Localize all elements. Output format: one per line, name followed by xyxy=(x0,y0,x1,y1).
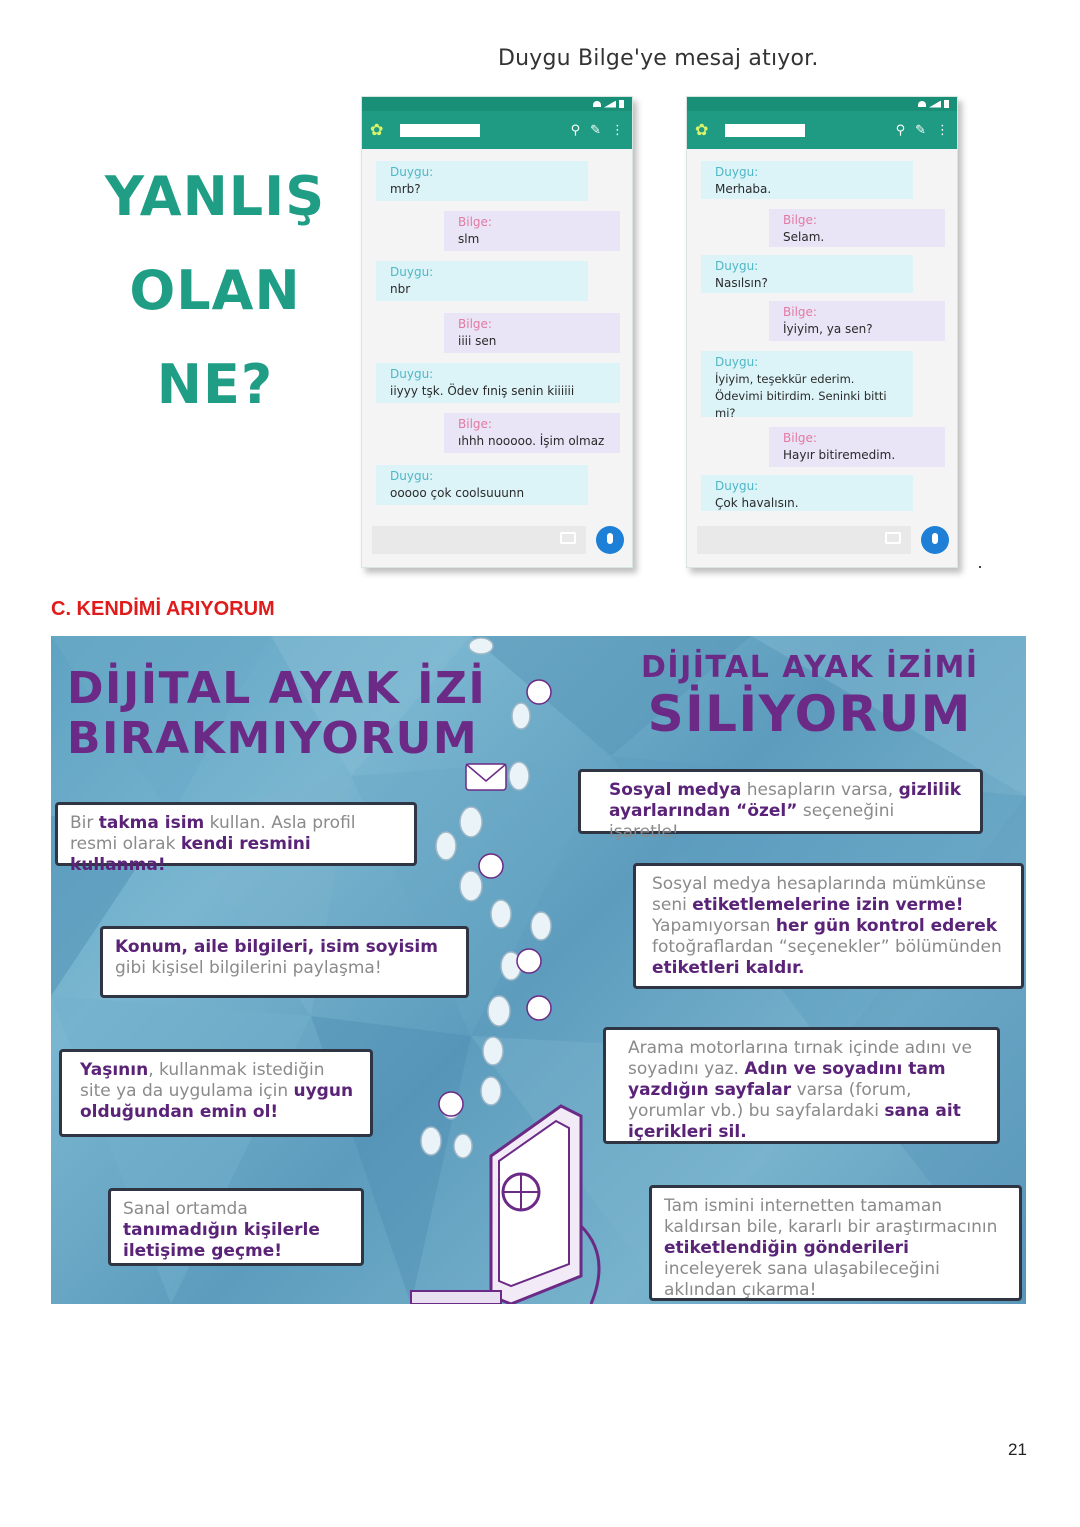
message-text: İyiyim, ya sen? xyxy=(783,322,873,336)
message-bubble xyxy=(701,351,913,420)
right-title-line-1: DİJİTAL AYAK İZİMİ xyxy=(641,650,979,685)
message-sender: Bilge: xyxy=(458,215,492,229)
left-title-line-2: BIRAKMIYORUM xyxy=(67,713,479,764)
microphone-button[interactable] xyxy=(921,526,949,554)
battery-icon xyxy=(619,100,624,108)
message-bubble xyxy=(376,465,588,505)
tip-highlight: Konum, aile bilgileri, isim soyisim xyxy=(115,937,438,957)
chat-thread xyxy=(362,149,632,507)
message-bubble xyxy=(444,211,620,251)
message-sender: Bilge: xyxy=(458,417,492,431)
search-icon[interactable]: ⚲ xyxy=(570,122,581,138)
tip-card-strangers xyxy=(108,1188,364,1266)
message-bubble xyxy=(376,363,620,403)
tip-text: Tam ismini internetten tamaman kaldırsan bile, kararlı bir araştırmacının xyxy=(664,1196,998,1237)
tip-card-search-engines xyxy=(603,1027,1000,1144)
tip-highlight: sana ait içerikleri sil. xyxy=(628,1101,961,1142)
tip-text: , kullanmak istediğin site ya da uygulama için xyxy=(80,1060,325,1101)
message-text: Nasılsın? xyxy=(715,276,768,290)
wrong-question-heading xyxy=(100,150,330,432)
message-text: ooooo çok coolsuuunn xyxy=(390,486,525,500)
message-text: Selam. xyxy=(783,230,825,244)
envelope-icon xyxy=(466,764,506,790)
message-text: iiii sen xyxy=(458,334,497,348)
tip-highlight: takma isim xyxy=(98,813,205,833)
tip-text: Arama motorlarına tırnak içinde adını ve soyadını yaz. xyxy=(628,1038,972,1079)
message-input[interactable] xyxy=(372,526,586,554)
digital-footprint-poster xyxy=(51,636,1026,1304)
more-options-icon[interactable]: ⋮ xyxy=(936,122,949,138)
status-bar xyxy=(362,97,632,111)
message-text: ıhhh nooooo. İşim olmaz xyxy=(458,434,605,448)
contact-name-placeholder xyxy=(400,124,480,137)
message-bubble xyxy=(444,313,620,353)
wifi-icon xyxy=(593,101,601,107)
tip-text: hesapların varsa, xyxy=(741,780,899,800)
left-poster-title xyxy=(67,664,486,764)
chat-app-bar xyxy=(362,111,632,149)
tip-card-tagged-posts xyxy=(649,1185,1022,1301)
message-bubble xyxy=(376,161,588,201)
phone-call-icon xyxy=(439,1092,463,1116)
tip-text: seçeneğini işaretle! xyxy=(609,801,895,842)
message-sender: Bilge: xyxy=(783,213,817,227)
message-text: İyiyim, teşekkür ederim. Ödevimi bitirdim. Seninki bitti mi? xyxy=(715,372,887,420)
tip-text: Bir xyxy=(70,813,99,833)
message-text: Merhaba. xyxy=(715,182,772,196)
tip-highlight: gizlilik ayarlarından “özel” xyxy=(609,780,962,821)
message-text: slm xyxy=(458,232,480,246)
chat-caption: Duygu Bilge'ye mesaj atıyor. xyxy=(498,46,819,71)
tip-highlight: tanımadığın kişilerle iletişime geçme! xyxy=(123,1220,320,1261)
tip-highlight: Sosyal medya xyxy=(609,780,742,800)
tip-highlight: uygun olduğundan emin ol! xyxy=(80,1081,354,1122)
microphone-button[interactable] xyxy=(596,526,624,554)
camera-icon[interactable] xyxy=(560,532,576,544)
battery-icon xyxy=(944,100,949,108)
more-options-icon[interactable]: ⋮ xyxy=(611,122,624,138)
tip-card-personal-info xyxy=(100,926,469,998)
tip-text: gibi kişisel bilgilerini paylaşma! xyxy=(115,958,382,978)
message-bubble xyxy=(701,161,913,199)
tip-highlight: her gün kontrol ederek xyxy=(775,916,998,936)
status-bar xyxy=(687,97,957,111)
tip-card-age xyxy=(59,1049,373,1137)
people-icon xyxy=(517,949,541,973)
message-sender: Duygu: xyxy=(715,355,759,369)
search-icon[interactable]: ⚲ xyxy=(895,122,906,138)
signal-icon xyxy=(929,101,941,108)
message-text: mrb? xyxy=(390,182,421,196)
attach-icon[interactable]: ✎ xyxy=(590,122,601,138)
tip-text: Yapamıyorsan xyxy=(652,916,776,936)
message-text: Hayır bitiremedim. xyxy=(783,448,896,462)
signal-icon xyxy=(604,101,616,108)
right-title-line-2: SİLİYORUM xyxy=(647,685,972,743)
heading-line-3: NE? xyxy=(156,353,274,416)
page-number: 21 xyxy=(1008,1440,1027,1459)
wifi-icon xyxy=(918,101,926,107)
message-sender: Duygu: xyxy=(390,469,434,483)
message-text: Çok havalısın. xyxy=(715,496,799,510)
message-bubble xyxy=(376,261,588,301)
message-sender: Bilge: xyxy=(783,431,817,445)
tip-card-privacy-settings xyxy=(578,769,983,842)
rss-icon xyxy=(479,854,503,878)
chat-app-bar xyxy=(687,111,957,149)
music-note-icon xyxy=(527,996,551,1020)
message-text: iiyyy tşk. Ödev fıniş senin kiiiiii xyxy=(390,384,575,398)
message-bubble xyxy=(769,427,945,467)
chat-bubble-icon xyxy=(527,680,551,704)
attach-icon[interactable]: ✎ xyxy=(915,122,926,138)
message-sender: Duygu: xyxy=(390,165,434,179)
chat-thread xyxy=(687,149,957,510)
right-poster-title xyxy=(641,650,979,742)
tip-card-nickname xyxy=(55,802,417,875)
camera-icon[interactable] xyxy=(885,532,901,544)
message-bubble xyxy=(769,209,945,247)
heading-line-2: OLAN xyxy=(129,259,301,322)
stray-dot xyxy=(979,566,981,568)
message-bubble xyxy=(769,301,945,341)
message-sender: Duygu: xyxy=(715,479,759,493)
message-input[interactable] xyxy=(697,526,911,554)
message-bubble xyxy=(444,413,620,453)
message-bubble xyxy=(701,475,913,511)
message-text: nbr xyxy=(390,282,411,296)
tip-highlight: etiketleri kaldır. xyxy=(652,958,805,978)
tip-highlight: etiketlendiğin gönderileri xyxy=(664,1238,909,1258)
tip-card-tagging xyxy=(633,863,1024,989)
tip-text: Sanal ortamda xyxy=(123,1199,248,1219)
message-sender: Bilge: xyxy=(783,305,817,319)
message-sender: Duygu: xyxy=(390,367,434,381)
tip-text: fotoğraflardan “seçenekler” bölümünden xyxy=(652,937,1002,957)
lotus-logo-icon: ✿ xyxy=(370,120,384,139)
message-sender: Duygu: xyxy=(715,259,759,273)
tip-highlight: etiketlemelerine izin verme! xyxy=(692,895,964,915)
section-title: C. KENDİMİ ARIYORUM xyxy=(51,598,275,620)
lotus-logo-icon: ✿ xyxy=(695,120,709,139)
tip-text: Sosyal medya hesaplarında mümkünse seni xyxy=(652,874,986,915)
left-title-line-1: DİJİTAL AYAK İZİ xyxy=(67,663,487,714)
tip-highlight: Adın ve soyadını tam yazdığın sayfalar xyxy=(628,1059,946,1100)
tip-highlight: Yaşının xyxy=(80,1060,149,1080)
tip-text: inceleyerek sana ulaşabileceğini aklından çıkarma! xyxy=(664,1259,940,1300)
phone-correct-chat xyxy=(686,96,958,568)
tip-highlight: kendi resmini kullanma! xyxy=(70,834,311,875)
message-sender: Duygu: xyxy=(715,165,759,179)
contact-name-placeholder xyxy=(725,124,805,137)
tip-text: kullan. Asla profil resmi olarak xyxy=(70,813,356,854)
heading-line-1: YANLIŞ xyxy=(104,165,326,228)
message-bubble xyxy=(701,255,913,293)
message-sender: Bilge: xyxy=(458,317,492,331)
phone-wrong-chat xyxy=(361,96,633,568)
tip-text: varsa (forum, yorumlar vb.) bu sayfalardaki xyxy=(628,1080,912,1121)
message-sender: Duygu: xyxy=(390,265,434,279)
